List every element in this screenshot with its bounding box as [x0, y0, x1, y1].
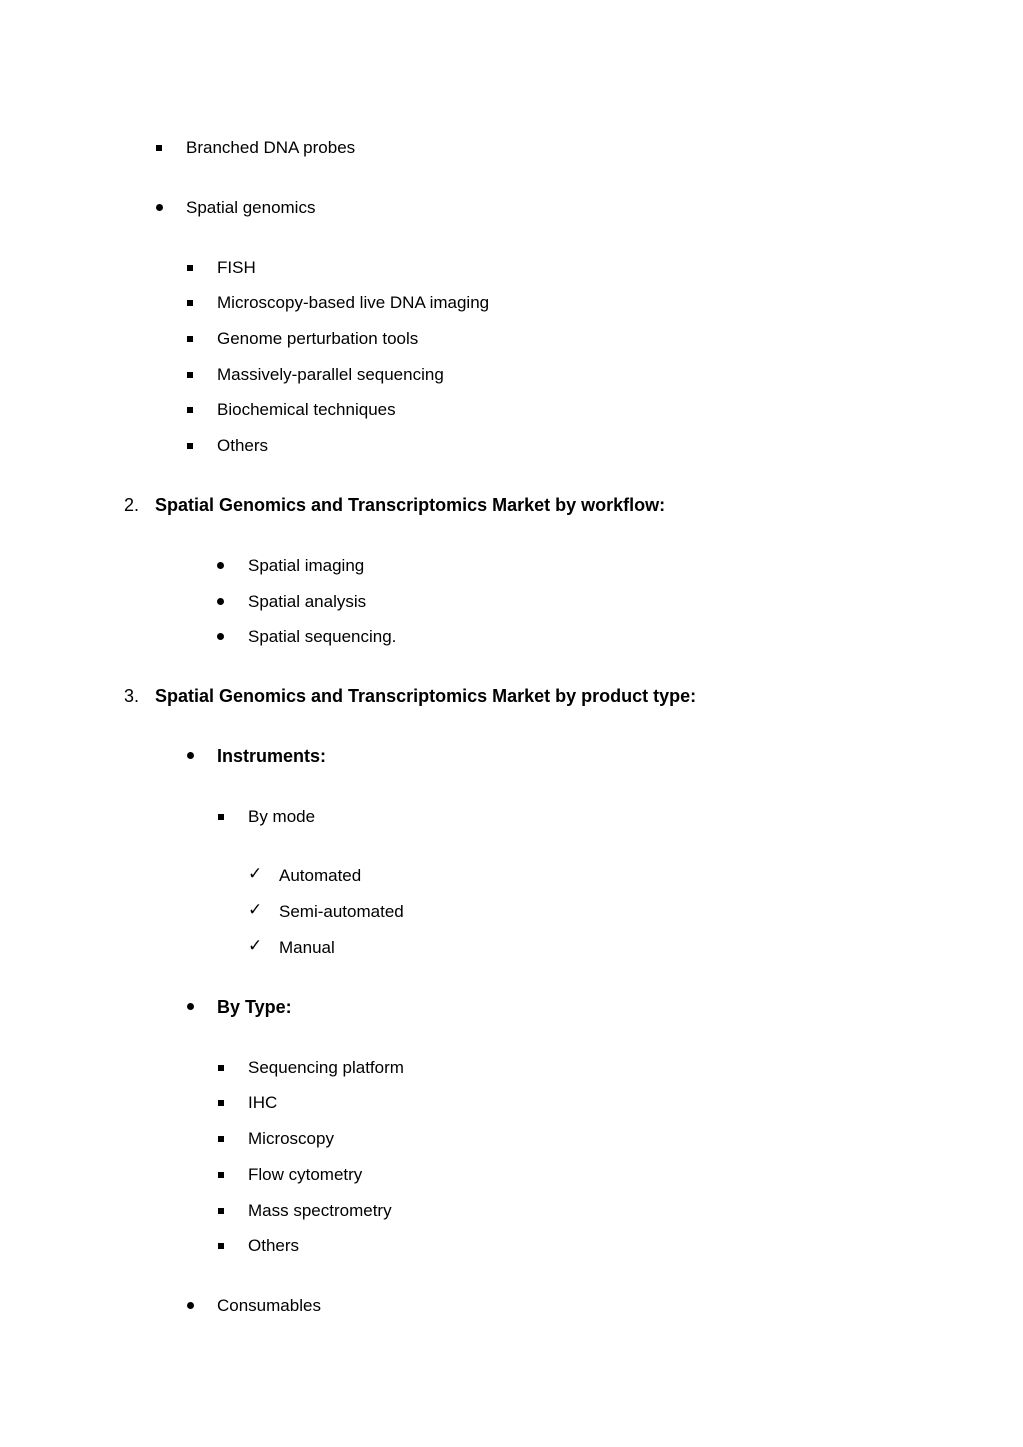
list-item-label: Flow cytometry: [248, 1165, 363, 1184]
square-bullet-icon: [187, 265, 193, 271]
square-bullet-icon: [218, 1208, 224, 1214]
list-item-label: FISH: [217, 258, 256, 277]
list-item-label: Branched DNA probes: [186, 138, 356, 157]
list-item-label: Manual: [279, 938, 335, 957]
round-bullet-icon: [217, 562, 224, 569]
square-bullet-icon: [218, 1243, 224, 1249]
list-item-label: Genome perturbation tools: [217, 329, 419, 348]
list-item-label: Others: [248, 1236, 300, 1255]
list-item-label: Massively-parallel sequencing: [217, 365, 444, 384]
list-item-label: Microscopy-based live DNA imaging: [217, 293, 490, 312]
round-bullet-icon: [187, 1302, 194, 1309]
round-bullet-icon: [217, 633, 224, 640]
square-bullet-icon: [187, 407, 193, 413]
round-bullet-icon: [156, 204, 163, 211]
list-item-label: Microscopy: [248, 1129, 334, 1148]
square-bullet-icon: [218, 1065, 224, 1071]
list-item-label: IHC: [248, 1093, 278, 1112]
square-bullet-icon: [187, 300, 193, 306]
round-bullet-icon: [217, 598, 224, 605]
list-item-label: Consumables: [217, 1296, 321, 1315]
square-bullet-icon: [218, 1136, 224, 1142]
list-item-label: By Type:: [217, 997, 292, 1017]
list-item-label: Spatial genomics: [186, 198, 316, 217]
square-bullet-icon: [218, 1172, 224, 1178]
list-item-label: Spatial analysis: [248, 592, 367, 611]
list-item-label: Instruments:: [217, 746, 327, 766]
list-item-label: Sequencing platform: [248, 1058, 404, 1077]
list-item-label: Spatial sequencing.: [248, 627, 397, 646]
square-bullet-icon: [218, 814, 224, 820]
section-title: Spatial Genomics and Transcriptomics Market by product type:: [155, 686, 697, 706]
list-item-label: By mode: [248, 807, 316, 826]
square-bullet-icon: [156, 145, 162, 151]
round-bullet-icon: [187, 1003, 194, 1010]
list-item-label: Biochemical techniques: [217, 400, 396, 419]
list-item-label: Spatial imaging: [248, 556, 365, 575]
square-bullet-icon: [187, 372, 193, 378]
square-bullet-icon: [218, 1100, 224, 1106]
list-item-label: Automated: [279, 866, 362, 885]
square-bullet-icon: [187, 336, 193, 342]
section-number: 2.: [124, 495, 140, 515]
section-title: Spatial Genomics and Transcriptomics Market by workflow:: [155, 495, 666, 515]
square-bullet-icon: [187, 443, 193, 449]
checkmark-icon: ✓: [248, 864, 263, 884]
section-number: 3.: [124, 686, 140, 706]
round-bullet-icon: [187, 752, 194, 759]
checkmark-icon: ✓: [248, 936, 263, 956]
list-item-label: Others: [217, 436, 269, 455]
list-item-label: Semi-automated: [279, 902, 404, 921]
checkmark-icon: ✓: [248, 900, 263, 920]
list-item-label: Mass spectrometry: [248, 1201, 392, 1220]
